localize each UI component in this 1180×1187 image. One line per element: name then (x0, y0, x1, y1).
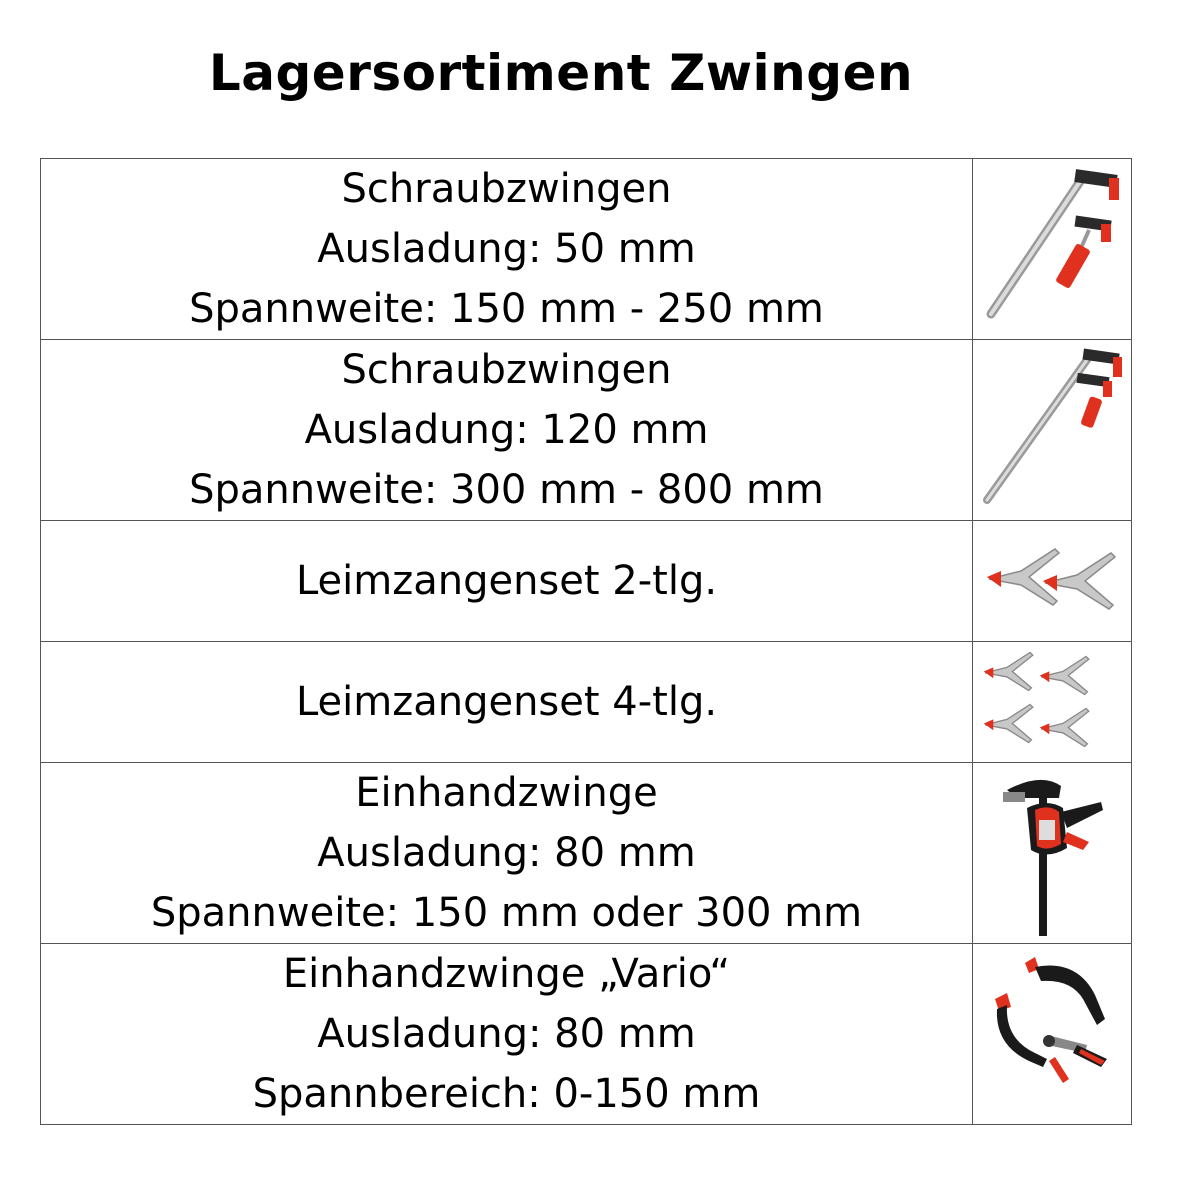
product-image-cell (973, 944, 1132, 1125)
product-name: Leimzangenset 2-tlg. (295, 558, 718, 604)
table-row (41, 944, 1132, 1125)
product-name: Einhandzwinge (355, 770, 658, 816)
product-description (41, 642, 973, 763)
product-detail: Ausladung: 120 mm (304, 407, 709, 453)
product-name: Einhandzwinge „Vario“ (282, 951, 731, 997)
table-row (41, 763, 1132, 944)
page-title: Lagersortiment Zwingen (208, 44, 914, 102)
table-row (41, 642, 1132, 763)
product-description (41, 521, 973, 642)
product-name: Schraubzwingen (341, 347, 672, 393)
product-detail: Ausladung: 80 mm (317, 1011, 696, 1057)
product-description (41, 763, 973, 944)
spring-clamp-set-icon (977, 647, 1127, 757)
product-image-cell (973, 340, 1132, 521)
product-description (41, 340, 973, 521)
spring-clamp-pair-icon (977, 541, 1127, 621)
product-detail: Ausladung: 50 mm (317, 226, 696, 272)
product-detail: Spannweite: 150 mm oder 300 mm (150, 890, 863, 936)
quick-clamp-icon (977, 768, 1127, 938)
product-description (41, 159, 973, 340)
product-name: Schraubzwingen (341, 166, 672, 212)
product-name: Leimzangenset 4-tlg. (295, 679, 718, 725)
product-detail: Spannweite: 300 mm - 800 mm (189, 467, 824, 513)
product-image-cell (973, 521, 1132, 642)
table-row (41, 159, 1132, 340)
product-description (41, 944, 973, 1125)
product-detail: Spannweite: 150 mm - 250 mm (189, 286, 824, 332)
table-row (41, 340, 1132, 521)
vario-clamp-icon (977, 949, 1127, 1119)
product-image-cell (973, 763, 1132, 944)
table-row (41, 521, 1132, 642)
product-table (40, 158, 1132, 1125)
product-detail: Spannbereich: 0-150 mm (252, 1071, 761, 1117)
bar-clamp-icon (977, 164, 1127, 334)
product-image-cell (973, 642, 1132, 763)
product-detail: Ausladung: 80 mm (317, 830, 696, 876)
long-bar-clamp-icon (977, 345, 1127, 515)
product-image-cell (973, 159, 1132, 340)
